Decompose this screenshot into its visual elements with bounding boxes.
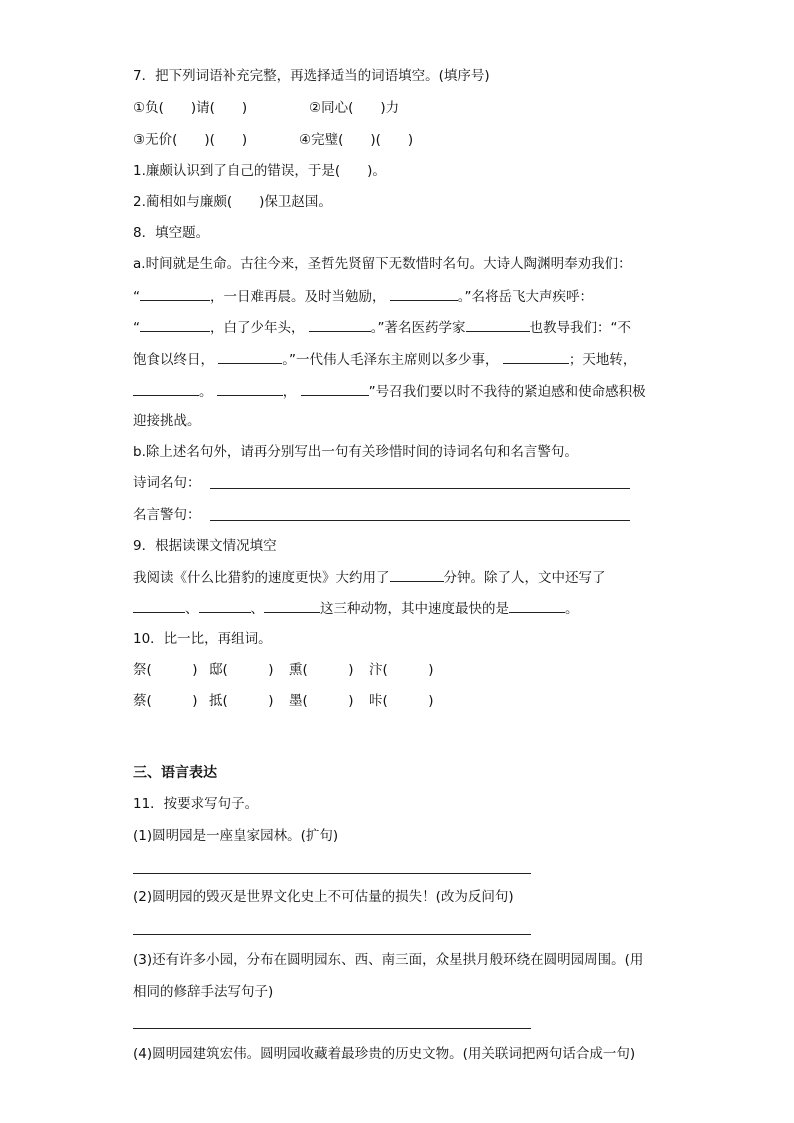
text: 。”著名医药学家 — [370, 320, 466, 336]
word-item: 蔡( ) — [133, 693, 198, 709]
answer-line-2[interactable] — [133, 934, 531, 935]
section-3-heading: 三、语言表达 — [133, 765, 217, 781]
text: ，白了少年头， — [210, 320, 305, 336]
text: ”号召我们要以时不我待的紧迫感和使命感积极 — [368, 384, 646, 400]
poem-answer-row — [133, 473, 201, 493]
q8-a-line6: 迎接挑战。 — [133, 413, 201, 429]
text: 分钟。除了人，文中还写了 — [443, 570, 606, 586]
q9-title: 9．根据读课文情况填空 — [133, 538, 277, 554]
q7-title: 7．把下列词语补充完整，再选择适当的词语填空。(填序号) — [133, 68, 490, 84]
fill-blank[interactable] — [217, 381, 283, 396]
text: 。”名将岳飞大声疾呼： — [457, 289, 594, 305]
fill-blank[interactable] — [133, 381, 199, 396]
text: 也教导我们：“不 — [529, 320, 632, 336]
text: 、 — [250, 601, 264, 617]
text: “ — [133, 320, 140, 336]
word-item: 抵( ) — [209, 693, 274, 709]
q11-title: 11．按要求写句子。 — [133, 796, 259, 812]
q11-item-3a: (3)还有许多小园，分布在圆明园东、西、南三面，众星拱月般环绕在圆明园周围。(用 — [133, 952, 644, 968]
text: “ — [133, 289, 140, 305]
word-item: 熏( ) — [289, 662, 354, 678]
fill-blank[interactable] — [509, 598, 565, 613]
q7-option-4: ④完璧( )( ) — [299, 132, 414, 148]
q8-a-line1: a.时间就是生命。古往今来，圣哲先贤留下无数惜时名句。大诗人陶渊明奉劝我们： — [133, 256, 632, 272]
word-item: 咔( ) — [369, 693, 434, 709]
fill-blank[interactable] — [466, 317, 530, 332]
q11-item-3b: 相同的修辞手法写句子) — [133, 984, 274, 1000]
fill-blank[interactable] — [309, 317, 371, 332]
q11-item-2: (2)圆明园的毁灭是世界文化史上不可估量的损失！(改为反问句) — [133, 889, 514, 905]
q7-option-3: ③无价( )( ) — [133, 132, 248, 148]
poem-label: 诗词名句： — [133, 475, 201, 491]
text: 。 — [565, 601, 579, 617]
fill-blank[interactable] — [301, 381, 369, 396]
q8-a-line5 — [133, 381, 646, 402]
q7-option-2: ②同心( )力 — [309, 100, 400, 116]
q7-option-1: ①负( )请( ) — [133, 100, 248, 116]
fill-blank[interactable] — [218, 349, 282, 364]
fill-blank[interactable] — [133, 598, 185, 613]
text: ， — [282, 384, 297, 400]
quote-answer-line[interactable] — [210, 520, 630, 521]
text: 。 — [199, 384, 213, 400]
fill-blank[interactable] — [390, 286, 458, 301]
text: 饱食以终日， — [133, 352, 214, 368]
word-item: 汴( ) — [369, 662, 434, 678]
q10-row2 — [133, 691, 449, 711]
q8-a-line3 — [133, 317, 631, 338]
text: ；天地转， — [568, 352, 637, 368]
fill-blank[interactable] — [503, 349, 569, 364]
q8-title: 8．填空题。 — [133, 225, 210, 241]
fill-blank[interactable] — [140, 286, 210, 301]
text: 、 — [185, 601, 199, 617]
q10-row1 — [133, 660, 449, 680]
fill-blank[interactable] — [140, 317, 210, 332]
q8-b-line: b.除上述名句外，请再分别写出一句有关珍惜时间的诗词名句和名言警句。 — [133, 444, 578, 460]
quote-label: 名言警句： — [133, 507, 201, 523]
word-item: 邸( ) — [209, 662, 274, 678]
q9-line2 — [133, 598, 579, 619]
answer-line-3[interactable] — [133, 1028, 531, 1029]
q8-a-line4 — [133, 349, 636, 370]
answer-line-1[interactable] — [133, 873, 531, 874]
text: ，一日难再晨。及时当勉励， — [210, 289, 386, 305]
quote-answer-row — [133, 505, 201, 525]
q11-item-1: (1)圆明园是一座皇家园林。(扩句) — [133, 828, 339, 844]
q9-line1 — [133, 567, 606, 588]
q7-options-row2 — [133, 130, 413, 150]
q7-options-row1 — [133, 98, 399, 118]
q8-a-line2 — [133, 286, 593, 307]
text: 这三种动物，其中速度最快的是 — [320, 601, 509, 617]
q10-title: 10．比一比，再组词。 — [133, 631, 272, 647]
text: 我阅读《什么比猎豹的速度更快》大约用了 — [133, 570, 390, 586]
fill-blank[interactable] — [390, 567, 444, 582]
q7-sentence-1: 1.廉颇认识到了自己的错误，于是( )。 — [133, 163, 386, 179]
word-item: 墨( ) — [289, 693, 354, 709]
q11-item-4: (4)圆明园建筑宏伟。圆明园收藏着最珍贵的历史文物。(用关联词把两句话合成一句) — [133, 1046, 636, 1062]
poem-answer-line[interactable] — [210, 488, 630, 489]
q7-sentence-2: 2.蔺相如与廉颇( )保卫赵国。 — [133, 194, 332, 210]
word-item: 祭( ) — [133, 662, 198, 678]
fill-blank[interactable] — [264, 598, 320, 613]
text: 。”一代伟人毛泽东主席则以多少事， — [282, 352, 499, 368]
fill-blank[interactable] — [199, 598, 251, 613]
